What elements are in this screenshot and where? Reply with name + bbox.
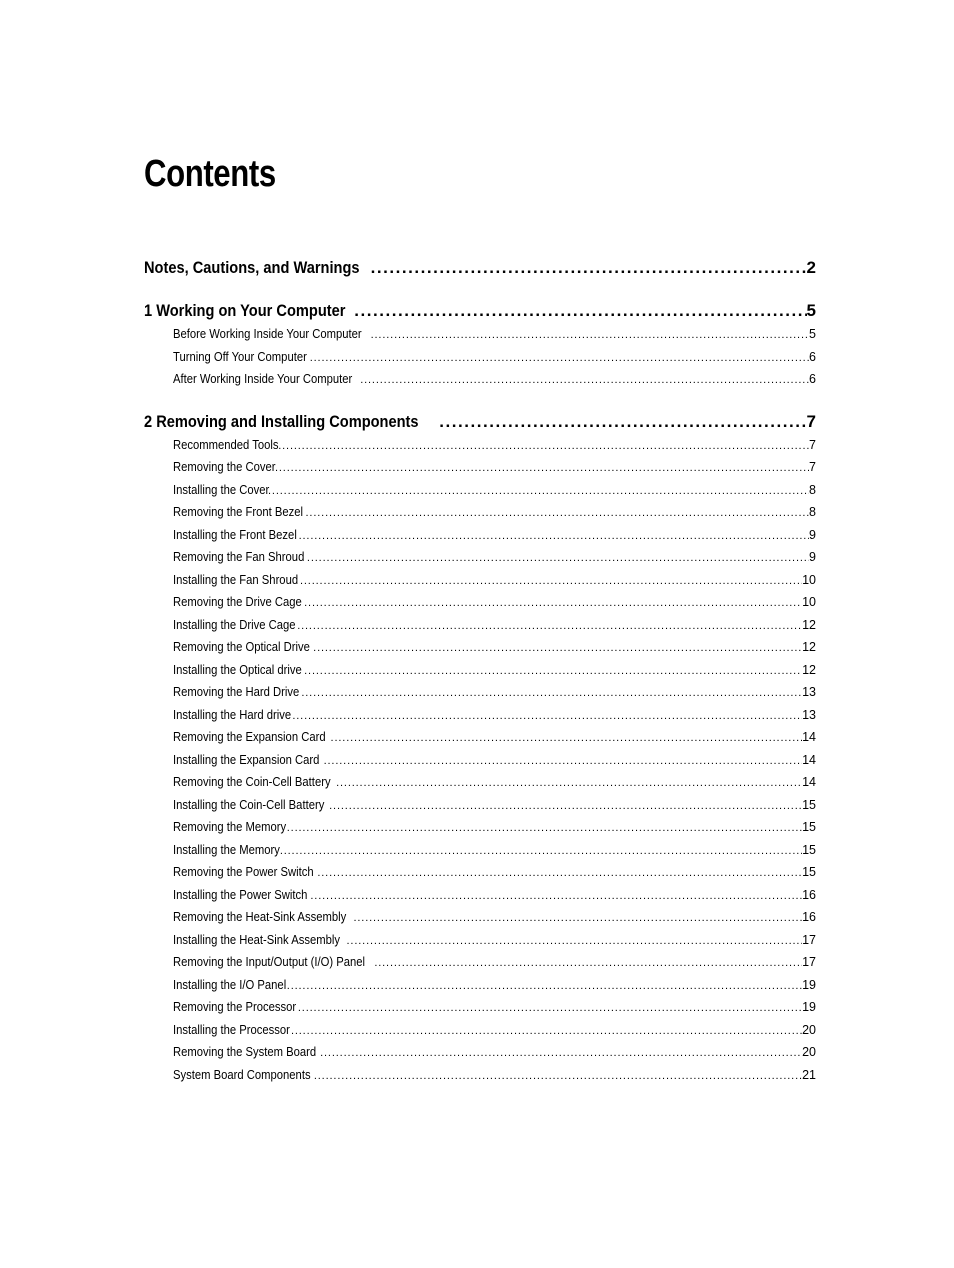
toc-chapter-entry[interactable] <box>144 256 816 280</box>
dot-leader <box>275 456 809 480</box>
page-number: 7 <box>809 437 816 452</box>
toc-section-entry[interactable] <box>144 681 816 704</box>
toc-section-entry[interactable] <box>144 368 816 391</box>
section-title: Installing the Fan Shroud <box>173 572 299 587</box>
page-number: 15 <box>802 820 816 834</box>
section-title: Removing the Coin-Cell Battery <box>173 775 331 789</box>
toc-chapter-entry[interactable] <box>144 410 816 434</box>
page-number: 7 <box>806 411 816 431</box>
section-title: Installing the Drive Cage <box>173 617 296 632</box>
dot-leader <box>304 591 802 615</box>
section-title: Removing the System Board <box>173 1045 317 1059</box>
dot-leader <box>336 771 802 795</box>
section-title: Installing the Cover <box>173 482 270 497</box>
toc-section-entry[interactable] <box>144 501 816 524</box>
dot-leader <box>300 569 802 593</box>
dot-leader <box>299 524 809 548</box>
dot-leader <box>371 323 809 347</box>
page-number: 5 <box>806 301 816 320</box>
toc-section-entry[interactable] <box>144 906 816 929</box>
section-title: System Board Components <box>173 1067 311 1082</box>
dot-leader <box>268 479 809 503</box>
page-number: 2 <box>806 258 816 277</box>
page-number: 15 <box>802 865 816 879</box>
page-number: 13 <box>802 685 816 699</box>
dot-leader <box>317 861 802 885</box>
section-title: Turning Off Your Computer <box>173 349 307 364</box>
toc-section-entry[interactable] <box>144 951 816 974</box>
toc-section-entry[interactable] <box>144 884 816 907</box>
page-number: 6 <box>809 349 816 364</box>
page-number: 21 <box>802 1067 816 1082</box>
toc-section-entry[interactable] <box>144 346 816 369</box>
dot-leader <box>298 996 802 1020</box>
toc-section-entry[interactable] <box>144 861 816 884</box>
dot-leader <box>313 636 802 660</box>
dot-leader <box>310 884 802 908</box>
section-title: Removing the Memory <box>173 820 287 834</box>
section-title: Removing the Fan Shroud <box>173 550 305 564</box>
section-title: Removing the Input/Output (I/O) Panel <box>173 955 365 969</box>
toc-section-entry[interactable] <box>144 1019 816 1042</box>
toc-section-entry[interactable] <box>144 794 816 817</box>
toc-spacer <box>144 391 816 410</box>
page-number: 20 <box>802 1045 816 1059</box>
section-title: Recommended Tools <box>173 437 279 452</box>
page-number: 6 <box>809 372 816 386</box>
dot-leader <box>353 906 802 930</box>
dot-leader <box>307 546 809 570</box>
page-number: 19 <box>802 1000 816 1014</box>
toc-section-entry[interactable] <box>144 456 816 479</box>
toc-section-entry[interactable] <box>144 771 816 794</box>
page-number: 17 <box>802 932 816 947</box>
toc-section-entry[interactable] <box>144 929 816 952</box>
dot-leader <box>278 434 809 458</box>
toc-section-entry[interactable] <box>144 974 816 997</box>
dot-leader <box>287 974 802 998</box>
page-number: 17 <box>802 955 816 969</box>
page-number: 8 <box>809 482 816 497</box>
dot-leader <box>320 1041 802 1065</box>
page-number: 12 <box>802 640 816 654</box>
page-number: 14 <box>802 775 816 789</box>
section-title: Installing the Optical drive <box>173 662 302 677</box>
page-number: 5 <box>809 327 816 341</box>
chapter-title: 2 Removing and Installing Components <box>144 411 419 431</box>
dot-leader <box>287 816 802 840</box>
page-number: 15 <box>802 797 816 812</box>
section-title: After Working Inside Your Computer <box>173 372 353 386</box>
section-title: Removing the Optical Drive <box>173 640 310 654</box>
page-number: 9 <box>809 550 816 564</box>
dot-leader <box>324 749 802 773</box>
dot-leader <box>280 839 802 863</box>
toc-section-entry[interactable] <box>144 323 816 346</box>
dot-leader <box>439 410 806 434</box>
toc-section-entry[interactable] <box>144 434 816 457</box>
page-number: 7 <box>809 460 816 474</box>
section-title: Removing the Power Switch <box>173 865 314 879</box>
page-number: 15 <box>802 842 816 857</box>
dot-leader <box>301 681 802 705</box>
dot-leader <box>371 256 807 280</box>
dot-leader <box>360 368 809 392</box>
toc-section-entry[interactable] <box>144 816 816 839</box>
section-title: Installing the Power Switch <box>173 887 308 902</box>
toc-section-entry[interactable] <box>144 726 816 749</box>
dot-leader <box>329 794 802 818</box>
page-number: 13 <box>802 707 816 722</box>
toc-section-entry[interactable] <box>144 749 816 772</box>
section-title: Installing the Coin-Cell Battery <box>173 797 325 812</box>
toc-section-entry[interactable] <box>144 479 816 502</box>
page-number: 12 <box>802 617 816 632</box>
dot-leader <box>310 346 809 370</box>
page-title: Contents <box>144 153 276 195</box>
dot-leader <box>292 704 802 728</box>
toc-section-entry[interactable] <box>144 591 816 614</box>
dot-leader <box>354 299 806 323</box>
section-title: Removing the Expansion Card <box>173 730 326 744</box>
toc-section-entry[interactable] <box>144 659 816 682</box>
page-number: 8 <box>809 505 816 519</box>
table-of-contents <box>144 256 816 1086</box>
section-title: Installing the Processor <box>173 1022 290 1037</box>
dot-leader <box>347 929 803 953</box>
page-number: 14 <box>802 752 816 767</box>
section-title: Removing the Front Bezel <box>173 505 304 519</box>
toc-section-entry[interactable] <box>144 996 816 1019</box>
page-number: 20 <box>802 1022 816 1037</box>
chapter-title: Notes, Cautions, and Warnings <box>144 258 360 277</box>
dot-leader <box>304 659 802 683</box>
dot-leader <box>306 501 810 525</box>
section-title: Removing the Processor <box>173 1000 297 1014</box>
dot-leader <box>314 1064 802 1088</box>
section-title: Before Working Inside Your Computer <box>173 327 362 341</box>
section-title: Removing the Heat-Sink Assembly <box>173 910 347 924</box>
toc-section-entry[interactable] <box>144 546 816 569</box>
page-number: 14 <box>802 730 816 744</box>
toc-section-entry[interactable] <box>144 1041 816 1064</box>
toc-section-entry[interactable] <box>144 1064 816 1087</box>
chapter-title: 1 Working on Your Computer <box>144 301 346 320</box>
page-number: 16 <box>802 887 816 902</box>
dot-leader <box>291 1019 802 1043</box>
page-number: 10 <box>802 595 816 609</box>
dot-leader <box>331 726 803 750</box>
dot-leader <box>297 614 802 638</box>
page-number: 10 <box>802 572 816 587</box>
toc-section-entry[interactable] <box>144 569 816 592</box>
toc-spacer <box>144 280 816 299</box>
section-title: Installing the Expansion Card <box>173 752 320 767</box>
toc-section-entry[interactable] <box>144 614 816 637</box>
section-title: Installing the Memory <box>173 842 280 857</box>
section-title: Installing the Heat-Sink Assembly <box>173 932 340 947</box>
page-number: 12 <box>802 662 816 677</box>
toc-section-entry[interactable] <box>144 839 816 862</box>
section-title: Installing the Front Bezel <box>173 527 297 542</box>
page-number: 19 <box>802 977 816 992</box>
section-title: Removing the Cover <box>173 460 276 474</box>
section-title: Removing the Drive Cage <box>173 595 302 609</box>
section-title: Installing the Hard drive <box>173 707 292 722</box>
toc-section-entry[interactable] <box>144 524 816 547</box>
section-title: Removing the Hard Drive <box>173 685 300 699</box>
page-number: 16 <box>802 910 816 924</box>
section-title: Installing the I/O Panel <box>173 977 287 992</box>
dot-leader <box>374 951 802 975</box>
toc-section-entry[interactable] <box>144 704 816 727</box>
toc-section-entry[interactable] <box>144 636 816 659</box>
toc-chapter-entry[interactable] <box>144 299 816 323</box>
page-number: 9 <box>809 527 816 542</box>
